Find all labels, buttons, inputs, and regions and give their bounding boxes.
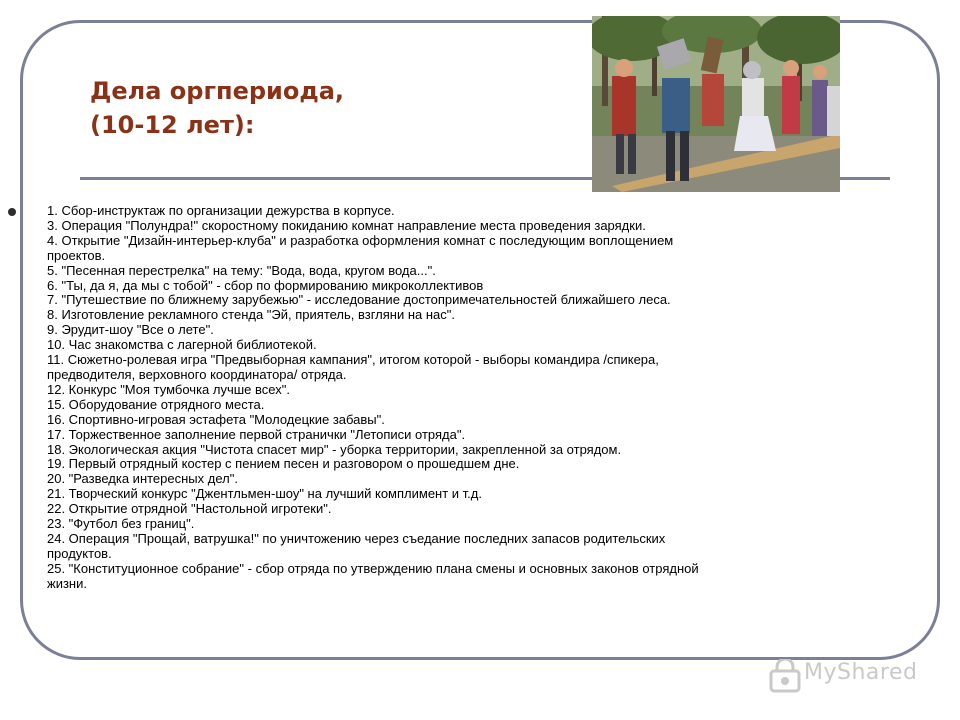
list-item: 23. "Футбол без границ". — [47, 516, 195, 532]
title-line-2: (10-12 лет): — [90, 111, 255, 139]
list-item: 16. Спортивно-игровая эстафета "Молодецкие забавы". — [47, 411, 385, 427]
list-item: 15. Оборудование отрядного места. — [47, 396, 265, 412]
list-item: 3. Операция "Полундра!" скоростному покиданию комнат направление места проведения зарядки. — [47, 217, 646, 233]
slide-title — [90, 74, 344, 142]
photo-illustration — [592, 16, 840, 192]
watermark-text: MyShared — [804, 660, 918, 685]
list-item: 17. Торжественное заполнение первой странички "Летописи отряда". — [47, 426, 466, 442]
list-item: 24. Операция "Прощай, ватрушка!" по уничтожению через съедание последних запасов родительских — [47, 530, 666, 546]
list-item: 6. "Ты, да я, да мы с тобой" - сбор по формированию микроколлективов — [47, 277, 484, 293]
list-item: проектов. — [47, 247, 106, 263]
list-item: 5. "Песенная перестрелка" на тему: "Вода, вода, кругом вода...". — [47, 262, 436, 278]
list-item: 1. Сбор-инструктаж по организации дежурства в корпусе. — [47, 203, 395, 218]
list-item: 25. "Конституционное собрание" - сбор отряда по утверждению плана смены и основных законов отрядной — [47, 560, 699, 576]
list-item: 20. "Разведка интересных дел". — [47, 471, 238, 487]
list-item: 8. Изготовление рекламного стенда "Эй, приятель, взгляни на нас". — [47, 307, 456, 323]
title-line-1: Дела оргпериода, — [90, 77, 345, 105]
list-item: 9. Эрудит-шоу "Все о лете". — [47, 322, 214, 338]
list-item: предводителя, верховного координатора/ отряда. — [47, 366, 347, 382]
list-item: 7. "Путешествие по ближнему зарубежью" - исследование достопримечательностей ближайшего леса. — [47, 292, 671, 308]
list-item: 22. Открытие отрядной "Настольной игротеки". — [47, 501, 332, 517]
activity-list — [47, 204, 893, 592]
myshared-logo-icon — [768, 659, 802, 693]
list-item: продуктов. — [47, 545, 112, 561]
list-item: 12. Конкурс "Моя тумбочка лучше всех". — [47, 381, 290, 397]
myshared-watermark — [768, 656, 928, 696]
list-item: 18. Экологическая акция "Чистота спасет мир" - уборка территории, закрепленной за отрядом. — [47, 441, 622, 457]
camp-activity-photo — [592, 16, 840, 192]
list-item: 21. Творческий конкурс "Джентльмен-шоу" на лучший комплимент и т.д. — [47, 486, 482, 502]
list-item: 19. Первый отрядный костер с пением песен и разговором о прошедшем дне. — [47, 456, 520, 472]
list-item: 4. Открытие "Дизайн-интерьер-клуба" и разработка оформления комнат с последующим воплощением — [47, 232, 674, 248]
bullet-marker — [8, 208, 16, 216]
list-item: жизни. — [47, 575, 87, 591]
list-item: 11. Сюжетно-ролевая игра "Предвыборная кампания", итогом которой - выборы командира /спикера, — [47, 352, 659, 368]
list-item: 10. Час знакомства с лагерной библиотекой. — [47, 337, 317, 353]
